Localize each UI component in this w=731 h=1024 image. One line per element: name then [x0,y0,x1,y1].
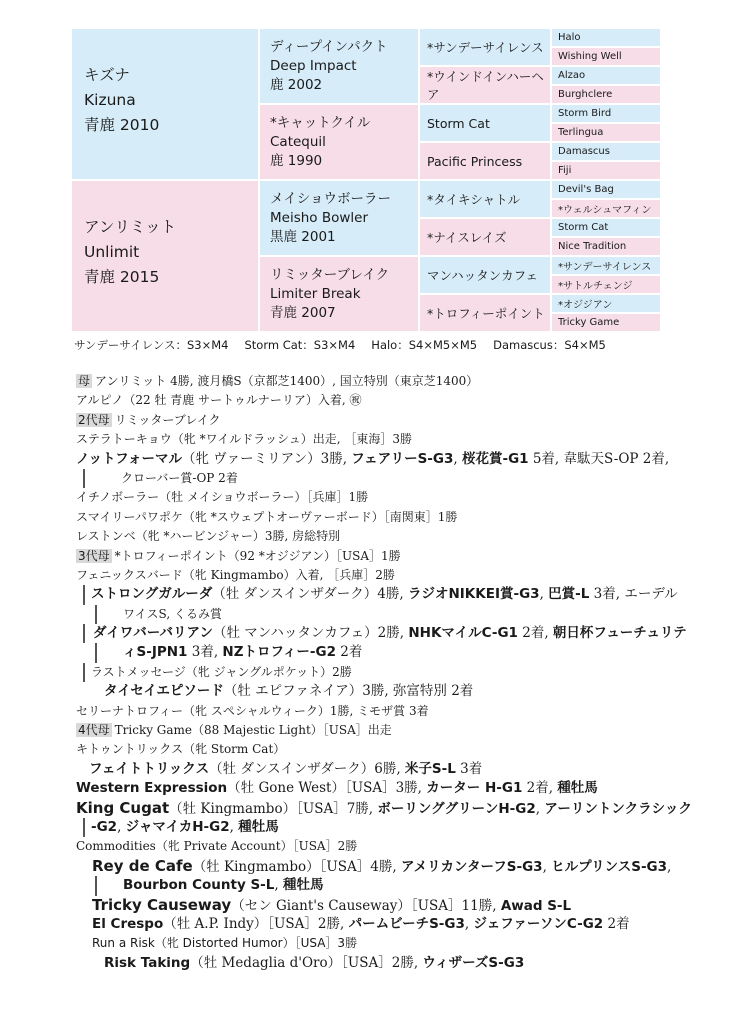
row-text: Tricky Game（88 Majestic Light）［USA］出走 [114,723,392,738]
g3-cell: *タイキシャトル [420,181,550,217]
race-result: 巴賞-L [548,586,590,603]
row-text: （牡 ダンスインザダーク）4勝, [212,586,408,603]
sire-cell [72,29,258,179]
family-row [76,566,676,585]
family-row [76,682,676,701]
family-row [76,896,676,915]
row-text: （牡 A.P. Indy）［USA］2勝, [163,915,349,932]
horse-name: フェイトトリックス [89,760,210,777]
race-result: NZトロフィー-G2 [222,644,336,661]
row-text: （牡 Medaglia d'Oro）［USA］2勝, [190,954,423,971]
family-row [76,857,676,876]
g4-cell: Wishing Well [552,48,660,65]
race-result: -G2 [91,818,118,835]
row-text: *トロフィーポイント（92 *オジジアン）［USA］1勝 [114,548,401,563]
row-text: 3着, エーデル [589,586,678,603]
row-text: ワイスS, くるみ賞 [123,606,222,621]
race-result: Bourbon County S-L [123,877,275,894]
dam-name-ja: アンリミット [84,218,177,236]
family-row [83,624,687,643]
family-row [76,547,676,566]
race-result: ヒルプリンスS-G3 [551,858,668,875]
row-text: （牡 ダンスインザダーク）6勝, [209,760,405,777]
family-row [76,372,676,391]
race-result: ウィザーズS-G3 [422,954,525,971]
race-result: カーター H-G1 [426,780,523,797]
row-text: 3着 [455,760,483,777]
family-row [76,430,676,449]
race-result: アメリカンターフS-G3 [400,858,543,875]
row-text: , [539,586,549,603]
family-row [76,779,676,798]
g4-cell: Devil's Bag [552,181,660,198]
horse-name: Tricky Causeway [92,895,232,914]
row-text: 2着, [517,625,553,642]
dam-dam-ja: リミッターブレイク [270,267,390,283]
horse-name: El Crespo [92,915,164,932]
g4-cell: Tricky Game [552,314,660,331]
generation-tag: 母 [78,374,91,388]
g4-cell: Burghclere [552,86,660,103]
family-row [76,391,676,410]
row-text: クローバー賞-OP 2着 [121,470,238,485]
generation-tag: 4代母 [78,723,110,738]
horse-name: ノットフォーマル [76,450,182,467]
g4-cell: Nice Tradition [552,238,660,255]
row-text: スマイリーパワポケ（牝 *スウェプトオーヴァーボード）［南関東］1勝 [76,509,458,524]
horse-name: Western Expression [76,780,228,797]
g3-cell: *ウインドインハーヘア [420,67,550,103]
row-text: , [229,818,239,835]
inbreeding-item: Halo：S4×M5×M5 [371,338,478,352]
dam-dam-en: Limiter Break [270,286,361,302]
row-text: 5着, 韋駄天S-OP 2着, [528,450,670,467]
family-row [76,954,676,973]
g4-cell: *ウェルシュマフィン [552,200,660,217]
family-row [95,605,676,624]
row-text: キトゥントリックス（牝 Storm Cat） [76,742,286,757]
family-row [83,818,676,837]
g4-cell: *サンデーサイレンス [552,257,660,274]
row-text: （牡 エピファネイア）3勝, 弥富特別 2着 [223,683,474,700]
race-result: アーリントンクラシック [544,800,692,817]
row-text: 2着 [336,644,363,661]
g4-cell: Terlingua [552,124,660,141]
sire-dam-info: 鹿 1990 [270,153,323,169]
horse-name: Risk Taking [104,954,191,971]
row-text: イチノボーラー（牡 メイショウボーラー）［兵庫］1勝 [76,490,369,505]
family-row [76,934,676,953]
row-text: , [464,915,474,932]
family-section [76,372,692,973]
family-row [76,837,676,856]
inbreeding-item: Damascus：S4×M5 [493,338,606,352]
race-result: ジャマイカH-G2 [125,818,230,835]
generation-tag: 3代母 [78,548,110,563]
race-result: ィS-JPN1 [123,644,188,661]
family-row [76,508,676,527]
g3-cell: Storm Cat [420,105,550,141]
family-row [95,643,676,662]
row-text: 2着 [603,915,630,932]
row-text: 3着, [187,644,223,661]
row-text: , [542,858,552,875]
g3-cell: マンハッタンカフェ [420,257,550,293]
family-row [76,915,676,934]
family-row [76,740,676,759]
horse-name: アンリミット [95,374,167,388]
inbreeding-line [74,337,622,353]
inbreeding-item: Storm Cat：S3×M4 [244,338,356,352]
row-text: （牡 Kingmambo）［USA］7勝, [169,800,378,817]
generation-tag: 2代母 [78,412,110,427]
family-row [76,411,676,430]
horse-name: タイセイエピソード [104,683,224,700]
race-result: 桜花賞-G1 [461,450,529,467]
horse-name: ダイワバーバリアン [93,625,214,642]
row-text: ステラトーキョウ（牝 *ワイルドラッシュ）出走, ［東海］3勝 [76,432,413,447]
race-result: ジェファーソンC-G2 [473,915,604,932]
horse-name: ストロングガルーダ [91,586,213,603]
family-row [83,469,676,488]
family-row [76,721,676,740]
g3-cell: *ナイスレイズ [420,219,550,255]
dam-name-en: Unlimit [84,243,140,261]
family-row [76,488,676,507]
row-text: セリーナトロフィー（牝 スペシャルウィーク）1勝, ミモザ賞 3着 [76,703,429,718]
row-text: , [453,450,462,467]
family-row [76,702,676,721]
g4-cell: Halo [552,29,660,46]
g4-cell: Storm Cat [552,219,660,236]
row-text: レストンベ（牝 *ハービンジャー）3勝, 房総特別 [76,529,341,544]
race-result: パームビーチS-G3 [348,915,465,932]
row-text: （牡 マンハッタンカフェ）2勝, [213,625,409,642]
row-text: アルピノ（22 牡 青鹿 サートゥルナーリア）入着, ㊗ [76,393,362,408]
dam-dam-cell [260,257,418,331]
row-text: ラストメッセージ（牝 ジャングルポケット）2勝 [91,664,352,679]
dam-sire-en: Meisho Bowler [270,210,369,226]
row-text: フェニックスバード（牝 Kingmambo）入着, ［兵庫］2勝 [76,567,395,582]
race-result: 米子S-L [404,760,456,777]
race-result: 種牡馬 [282,877,324,894]
race-result: 種牡馬 [557,780,598,797]
dam-sire-cell [260,181,418,255]
sire-info: 青鹿 2010 [84,116,160,134]
race-result: NHKマイルC-G1 [408,625,518,642]
sire-sire-cell [260,29,418,103]
race-result: Awad S-L [500,897,572,914]
pedigree-table [72,29,660,331]
g3-cell: *トロフィーポイント [420,295,550,331]
sire-sire-en: Deep Impact [270,58,357,74]
sire-sire-info: 鹿 2002 [270,77,323,93]
row-text: , [117,818,126,835]
sire-name-ja: キズナ [84,66,130,84]
row-text: , [274,877,283,894]
row-text: Run a Risk（牝 Distorted Humor）［USA］3勝 [92,936,358,951]
g3-cell: *サンデーサイレンス [420,29,550,65]
row-text: 4勝, 渡月橋S（京都芝1400）, 国立特別（東京芝1400） [166,374,479,388]
family-row [76,760,676,779]
race-result: 朝日杯フューチュリテ [552,625,687,642]
sire-sire-ja: ディープインパクト [270,39,388,55]
row-text: , [667,858,672,875]
g4-cell: Damascus [552,143,660,160]
g4-cell: *オジジアン [552,295,660,312]
row-text: （牡 Kingmambo）［USA］4勝, [192,858,401,875]
sire-dam-en: Catequil [270,134,326,150]
dam-cell [72,181,258,331]
family-row [76,798,692,818]
g4-cell: *サトルチェンジ [552,276,660,293]
race-result: ラジオNIKKEI賞-G3 [407,586,540,603]
dam-dam-info: 青鹿 2007 [270,305,336,321]
horse-name: リミッターブレイク [114,412,221,427]
row-text: （牝 ヴァーミリアン）3勝, [181,450,352,467]
sire-dam-cell [260,105,418,179]
dam-sire-info: 黒鹿 2001 [270,229,336,245]
sire-name-en: Kizuna [84,91,136,109]
family-row [76,450,676,469]
g4-cell: Alzao [552,67,660,84]
sire-dam-ja: *キャットクイル [270,115,371,131]
row-text: （牡 Gone West）［USA］3勝, [227,780,427,797]
row-text: Commodities（牝 Private Account）［USA］2勝 [76,839,358,854]
dam-sire-ja: メイショウボーラー [270,191,391,207]
g3-cell: Pacific Princess [420,143,550,179]
race-result: 種牡馬 [238,818,279,835]
family-row [76,527,676,546]
dam-info: 青鹿 2015 [84,268,160,286]
race-result: フェアリーS-G3 [351,450,454,467]
horse-name: Rey de Cafe [92,856,193,875]
family-row [95,876,676,895]
family-row [83,585,676,604]
g4-cell: Fiji [552,162,660,179]
race-result: ボーリンググリーンH-G2 [377,800,536,817]
row-text: （セン Giant's Causeway）［USA］11勝, [231,897,501,914]
family-row [83,663,676,682]
row-text: 2着, [522,780,558,797]
inbreeding-item: サンデーサイレンス：S3×M4 [74,338,229,352]
row-text: , [535,800,545,817]
g4-cell: Storm Bird [552,105,660,122]
horse-name: King Cugat [76,798,170,817]
